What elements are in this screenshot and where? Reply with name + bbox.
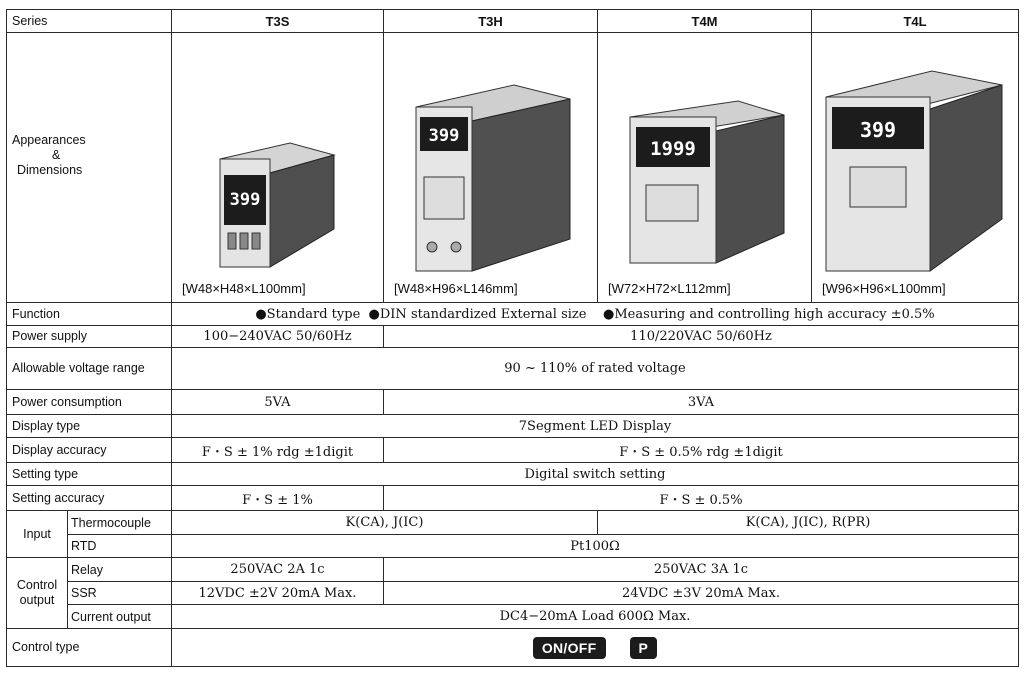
ssr-others: 24VDC ±3V 20mA Max. — [384, 582, 1019, 605]
series-t3h: T3H — [384, 10, 598, 33]
allowable-voltage-row — [7, 348, 1019, 390]
series-row — [7, 10, 1019, 33]
series-t3s: T3S — [172, 10, 384, 33]
setting-accuracy-row — [7, 486, 1019, 511]
ssr-row — [7, 582, 1019, 605]
control-type-value — [172, 629, 1019, 667]
thermocouple-label: Thermocouple — [68, 511, 172, 535]
appearance-label: Appearances & Dimensions — [7, 33, 172, 303]
thermocouple-t3: K(CA), J(IC) — [172, 511, 598, 535]
allowable-voltage-value: 90 ~ 110% of rated voltage — [172, 348, 1019, 390]
device-t4m-image — [628, 93, 788, 273]
appearance-t4l — [812, 33, 1019, 303]
dimension-t3h: [W48×H96×L146mm] — [394, 281, 518, 296]
display-accuracy-row — [7, 438, 1019, 463]
appearance-t4m — [598, 33, 812, 303]
relay-others: 250VAC 3A 1c — [384, 558, 1019, 582]
dimension-t3s: [W48×H48×L100mm] — [182, 281, 306, 296]
series-label: Series — [7, 10, 172, 33]
rtd-label: RTD — [68, 535, 172, 558]
display-accuracy-label: Display accuracy — [7, 438, 172, 463]
power-supply-others: 110/220VAC 50/60Hz — [384, 326, 1019, 348]
current-output-value: DC4−20mA Load 600Ω Max. — [172, 605, 1019, 629]
input-label: Input — [7, 511, 68, 558]
power-consumption-label: Power consumption — [7, 390, 172, 415]
relay-row — [7, 558, 1019, 582]
control-output-label: Control output — [7, 558, 68, 629]
control-type-row — [7, 629, 1019, 667]
input-rtd-row — [7, 535, 1019, 558]
display-type-label: Display type — [7, 415, 172, 438]
svg-text:1999: 1999 — [650, 138, 696, 160]
setting-type-value: Digital switch setting — [172, 463, 1019, 486]
setting-accuracy-label: Setting accuracy — [7, 486, 172, 511]
relay-t3s: 250VAC 2A 1c — [172, 558, 384, 582]
device-t3s-image — [212, 133, 342, 273]
setting-type-row — [7, 463, 1019, 486]
setting-accuracy-others: F・S ± 0.5% — [384, 486, 1019, 511]
function-row — [7, 303, 1019, 326]
thermocouple-t4: K(CA), J(IC), R(PR) — [598, 511, 1019, 535]
display-accuracy-others: F・S ± 0.5% rdg ±1digit — [384, 438, 1019, 463]
current-output-row — [7, 605, 1019, 629]
spec-table — [6, 9, 1019, 667]
display-accuracy-t3s: F・S ± 1% rdg ±1digit — [172, 438, 384, 463]
setting-type-label: Setting type — [7, 463, 172, 486]
rtd-value: Pt100Ω — [172, 535, 1019, 558]
series-t4l: T4L — [812, 10, 1019, 33]
power-supply-row — [7, 326, 1019, 348]
power-supply-label: Power supply — [7, 326, 172, 348]
svg-text:399: 399 — [859, 118, 897, 142]
appearance-row — [7, 33, 1019, 303]
appearance-t3s — [172, 33, 384, 303]
device-t3h-image — [414, 79, 574, 279]
ssr-label: SSR — [68, 582, 172, 605]
control-type-label: Control type — [7, 629, 172, 667]
display-type-row — [7, 415, 1019, 438]
input-thermocouple-row — [7, 511, 1019, 535]
series-t4m: T4M — [598, 10, 812, 33]
allowable-voltage-label: Allowable voltage range — [7, 348, 172, 390]
on-off-badge: ON/OFF — [533, 637, 606, 659]
power-consumption-t3s: 5VA — [172, 390, 384, 415]
svg-text:399: 399 — [229, 190, 261, 210]
dimension-t4l: [W96×H96×L100mm] — [822, 281, 946, 296]
device-t4l-image — [822, 63, 1007, 278]
setting-accuracy-t3s: F・S ± 1% — [172, 486, 384, 511]
power-consumption-row — [7, 390, 1019, 415]
relay-label: Relay — [68, 558, 172, 582]
display-type-value: 7Segment LED Display — [172, 415, 1019, 438]
power-consumption-others: 3VA — [384, 390, 1019, 415]
p-badge: P — [630, 637, 658, 659]
function-label: Function — [7, 303, 172, 326]
svg-text:399: 399 — [428, 126, 460, 146]
function-value: ●Standard type ●DIN standardized External size ●Measuring and controlling high accuracy ±0.5% — [172, 303, 1019, 326]
appearance-t3h — [384, 33, 598, 303]
ssr-t3s: 12VDC ±2V 20mA Max. — [172, 582, 384, 605]
dimension-t4m: [W72×H72×L112mm] — [608, 281, 731, 296]
current-output-label: Current output — [68, 605, 172, 629]
power-supply-t3s: 100−240VAC 50/60Hz — [172, 326, 384, 348]
